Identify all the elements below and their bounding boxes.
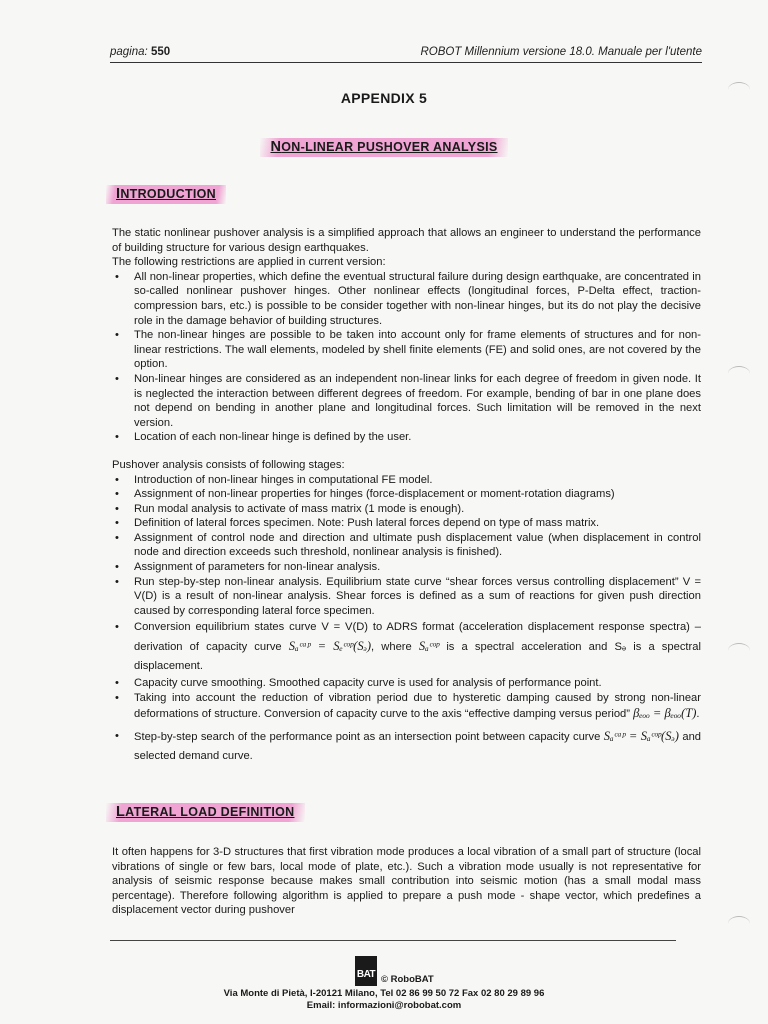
list-item: • Conversion equilibrium states curve V = V(D) to ADRS format (acceleration displacement response spectra) – derivation of capacity curve Sₐᶜᵃᵖ = Sₑᶜᵒᵖ(Sₔ), where Sₐᶜᵒᵖ is a spectral acceleration and Sₔ is a spectral displacement. [112,618,701,676]
page-title: NON-LINEAR PUSHOVER ANALYSIS [0,138,768,157]
list-item: • Step-by-step search of the performance point as an intersection point between capacity curve Sₐᶜᵃᵖ = Sₐᶜᵒᵖ(Sₔ) and selected demand curve. [112,727,701,766]
restrictions-list [112,270,701,445]
list-item: • Non-linear hinges are considered as an independent non-linear links for each degree of freedom in given node. It is neglected the interaction between different degrees of freedom. For example, bending of bar in one plane does not depend on bending in another plane and longitudinal forces. Such limitation will be removed in the next version. [112,372,701,430]
list-item: • Definition of lateral forces specimen. Note: Push lateral forces depend on type of mass matrix. [112,516,701,531]
restrictions-intro: The following restrictions are applied in current version: [112,256,386,269]
list-item: • Taking into account the reduction of vibration period due to hysteretic damping caused by strong non-linear deformations of structure. Conversion of capacity curve to the axis “effective damping versus period” βₑₒₒ = βₑₒₒ(T). [112,691,701,722]
effective-damping-formula: βₑₒₒ = βₑₒₒ(T) [633,706,697,721]
stages-intro: Pushover analysis consists of following stages: [112,458,345,471]
lateral-load-body [112,845,701,918]
list-item: • All non-linear properties, which define the eventual structural failure during design earthquake, are concentrated in so-called nonlinear pushover hinges. Other nonlinear effects (longitudinal forces, P-Delta effect, traction-compression bars, etc.) is possible to be consider together with non-linear hinges, but its do not play the decisive role in the damage behavior of building structures. [112,270,701,328]
manual-title: ROBOT Millennium versione 18.0. Manuale per l'utente [420,46,702,58]
footer-address [0,988,768,1012]
spectral-acceleration-symbol: Sₐᶜᵒᵖ [418,639,440,654]
capacity-curve-formula: Sₐᶜᵃᵖ = Sₑᶜᵒᵖ(Sₔ) [288,639,372,654]
list-item: • Assignment of parameters for non-linear analysis. [112,560,701,575]
punch-hole-mark [728,643,750,658]
list-item: • Run step-by-step non-linear analysis. Equilibrium state curve “shear forces versus controlling displacement” V = V(D) is a result of non-linear analysis. Shear forces is defined as a sum of reactions for given push direction caused by corresponding lateral force specimen. [112,575,701,619]
list-item: • Assignment of control node and direction and ultimate push displacement value (when displacement in control node and direction exceeds such threshold, nonlinear analysis is finished). [112,531,701,560]
lateral-load-heading: LATERAL LOAD DEFINITION [106,803,305,822]
capacity-curve-formula-2: Sₐᶜᵃᵖ = Sₐᶜᵒᵖ(Sₔ) [603,729,679,744]
appendix-title: APPENDIX 5 [340,90,428,106]
introduction-heading: INTRODUCTION [106,185,226,204]
intro-paragraph: The static nonlinear pushover analysis is a simplified approach that allows an engineer to understand the performance of building structure for various design earthquakes. [112,227,701,254]
robobat-logo: BAT [355,956,377,986]
list-item: • Location of each non-linear hinge is defined by the user. [112,430,701,445]
list-item: • Introduction of non-linear hinges in computational FE model. [112,473,701,488]
list-item: • Capacity curve smoothing. Smoothed capacity curve is used for analysis of performance point. [112,676,701,691]
page-header [110,46,702,63]
brand-name: © RoboBAT [381,974,434,985]
address-line: Via Monte di Pietà, I-20121 Milano, Tel 02 86 99 50 72 Fax 02 80 29 89 96 [223,988,545,999]
page-number: pagina: 550 [110,46,171,58]
list-item: • The non-linear hinges are possible to be taken into account only for frame elements of structures and for non-linear restrictions. The wall elements, modeled by shell finite elements (FE) and solid ones, are not covered by the option. [112,328,701,372]
punch-hole-mark [728,916,750,931]
stages-list [112,473,701,767]
list-item: • Run modal analysis to activate of mass matrix (1 mode is enough). [112,502,701,517]
footer-divider [110,940,676,941]
introduction-body [112,226,701,766]
list-item: • Assignment of non-linear properties for hinges (force-displacement or moment-rotation diagrams) [112,487,701,502]
lateral-paragraph: It often happens for 3-D structures that first vibration mode produces a local vibration of a small part of structure (local vibrations of single or few bars, local mode of plate, etc.). Such a vibration mode usually is not representative for analysis of seismic response because makes small contribution into seismic motion (has a small modal mass percentage). Therefore following algorithm is applied to prepare a push mode - shape vector, which predefines a displacement vector during pushover [112,846,701,917]
email-line: Email: informazioni@robobat.com [306,1000,462,1011]
punch-hole-mark [728,366,750,381]
